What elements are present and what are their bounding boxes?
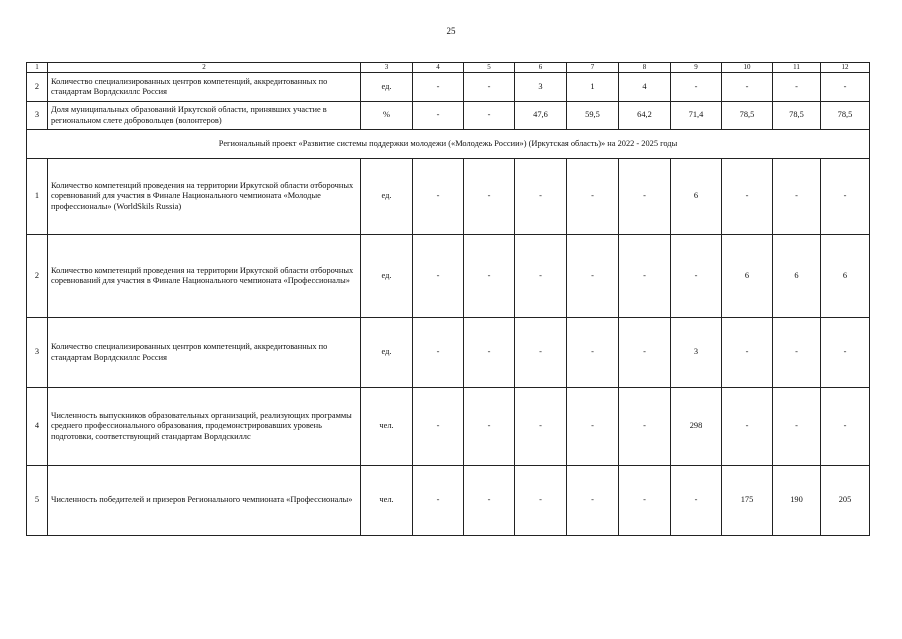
value-cell: - — [413, 388, 464, 466]
table-row — [27, 159, 870, 235]
indicator-name: Количество специализированных центров компетенций, аккредитованных по стандартам Ворлдскиллс Россия — [48, 318, 361, 388]
value-cell: 6 — [773, 235, 821, 318]
value-cell: - — [671, 466, 722, 536]
indicator-name: Численность победителей и призеров Регионального чемпионата «Профессионалы» — [48, 466, 361, 536]
table-row — [27, 102, 870, 130]
row-number: 3 — [27, 318, 48, 388]
row-number: 2 — [27, 73, 48, 102]
column-number: 5 — [464, 63, 515, 73]
value-cell: - — [567, 388, 619, 466]
value-cell: 71,4 — [671, 102, 722, 130]
column-number: 9 — [671, 63, 722, 73]
value-cell: 190 — [773, 466, 821, 536]
row-number: 4 — [27, 388, 48, 466]
table-row — [27, 466, 870, 536]
value-cell: - — [515, 235, 567, 318]
value-cell: 3 — [671, 318, 722, 388]
value-cell: - — [821, 388, 870, 466]
unit-cell: чел. — [361, 466, 413, 536]
column-number: 8 — [619, 63, 671, 73]
value-cell: - — [619, 388, 671, 466]
table-row — [27, 73, 870, 102]
value-cell: - — [567, 159, 619, 235]
table-row — [27, 235, 870, 318]
row-number: 2 — [27, 235, 48, 318]
value-cell: 47,6 — [515, 102, 567, 130]
column-number: 10 — [722, 63, 773, 73]
value-cell: - — [619, 466, 671, 536]
column-number: 6 — [515, 63, 567, 73]
value-cell: - — [464, 73, 515, 102]
section-header-row — [27, 130, 870, 159]
value-cell: 59,5 — [567, 102, 619, 130]
column-number-row — [27, 63, 870, 73]
value-cell: - — [515, 318, 567, 388]
value-cell: - — [464, 318, 515, 388]
column-number: 2 — [48, 63, 361, 73]
indicator-name: Численность выпускников образовательных организаций, реализующих программы среднего профессионального образования, продемонстрировавших уровень подготовки, соответствующий стандартам Ворлдскиллс — [48, 388, 361, 466]
value-cell: - — [413, 235, 464, 318]
unit-cell: ед. — [361, 318, 413, 388]
value-cell: 78,5 — [821, 102, 870, 130]
value-cell: 175 — [722, 466, 773, 536]
value-cell: 64,2 — [619, 102, 671, 130]
table-row — [27, 318, 870, 388]
row-number: 3 — [27, 102, 48, 130]
value-cell: 205 — [821, 466, 870, 536]
value-cell: - — [413, 102, 464, 130]
value-cell: - — [619, 318, 671, 388]
value-cell: - — [722, 159, 773, 235]
value-cell: 1 — [567, 73, 619, 102]
unit-cell: чел. — [361, 388, 413, 466]
value-cell: 6 — [821, 235, 870, 318]
column-number: 3 — [361, 63, 413, 73]
value-cell: - — [413, 466, 464, 536]
unit-cell: % — [361, 102, 413, 130]
value-cell: - — [567, 318, 619, 388]
value-cell: 3 — [515, 73, 567, 102]
value-cell: - — [722, 73, 773, 102]
indicator-name: Количество компетенций проведения на территории Иркутской области отборочных соревнований для участия в Финале Национального чемпионата «Профессионалы» — [48, 235, 361, 318]
column-number: 4 — [413, 63, 464, 73]
indicator-name: Количество компетенций проведения на территории Иркутской области отборочных соревнований для участия в Финале Национального чемпионата «Молодые профессионалы» (WorldSkils Russia) — [48, 159, 361, 235]
value-cell: 4 — [619, 73, 671, 102]
unit-cell: ед. — [361, 235, 413, 318]
column-number: 1 — [27, 63, 48, 73]
page-number: 25 — [446, 26, 456, 36]
value-cell: - — [464, 388, 515, 466]
section-title: Региональный проект «Развитие системы поддержки молодежи («Молодежь России») (Иркутская область)» на 2022 - 2025 годы — [27, 130, 870, 159]
value-cell: 6 — [671, 159, 722, 235]
value-cell: - — [671, 235, 722, 318]
value-cell: - — [773, 73, 821, 102]
indicator-name: Количество специализированных центров компетенций, аккредитованных по стандартам Ворлдскиллс Россия — [48, 73, 361, 102]
row-number: 5 — [27, 466, 48, 536]
indicators-table — [26, 62, 870, 536]
value-cell: 78,5 — [773, 102, 821, 130]
value-cell: - — [515, 466, 567, 536]
value-cell: - — [722, 318, 773, 388]
value-cell: - — [773, 159, 821, 235]
value-cell: - — [464, 102, 515, 130]
indicator-name: Доля муниципальных образований Иркутской области, принявших участие в региональном слете добровольцев (волонтеров) — [48, 102, 361, 130]
value-cell: - — [413, 73, 464, 102]
value-cell: - — [515, 388, 567, 466]
value-cell: - — [413, 159, 464, 235]
table-row — [27, 388, 870, 466]
value-cell: - — [464, 159, 515, 235]
value-cell: - — [515, 159, 567, 235]
value-cell: - — [821, 73, 870, 102]
value-cell: - — [671, 73, 722, 102]
value-cell: 78,5 — [722, 102, 773, 130]
value-cell: - — [413, 318, 464, 388]
column-number: 11 — [773, 63, 821, 73]
value-cell: - — [464, 466, 515, 536]
unit-cell: ед. — [361, 73, 413, 102]
column-number: 12 — [821, 63, 870, 73]
value-cell: 298 — [671, 388, 722, 466]
value-cell: - — [619, 159, 671, 235]
value-cell: - — [722, 388, 773, 466]
value-cell: - — [619, 235, 671, 318]
value-cell: - — [773, 388, 821, 466]
value-cell: - — [821, 159, 870, 235]
value-cell: - — [567, 235, 619, 318]
value-cell: 6 — [722, 235, 773, 318]
value-cell: - — [773, 318, 821, 388]
unit-cell: ед. — [361, 159, 413, 235]
column-number: 7 — [567, 63, 619, 73]
row-number: 1 — [27, 159, 48, 235]
value-cell: - — [567, 466, 619, 536]
value-cell: - — [821, 318, 870, 388]
value-cell: - — [464, 235, 515, 318]
